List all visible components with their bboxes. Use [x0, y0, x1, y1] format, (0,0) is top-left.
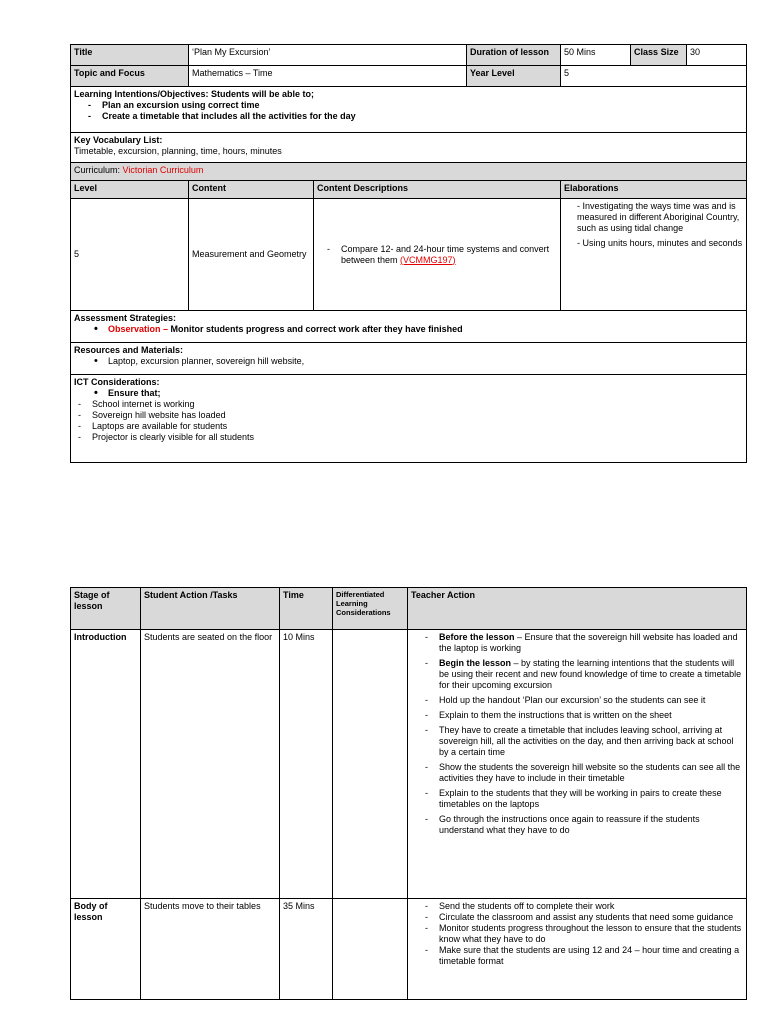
duration-value: 50 Mins	[561, 45, 631, 66]
col-level: Level	[71, 181, 189, 199]
before-lesson-text: – Ensure that the sovereign hill website has loaded and the laptop is working	[439, 632, 738, 653]
topic-label: Topic and Focus	[71, 66, 189, 87]
teacher-action-item: - Monitor students progress throughout the lesson to ensure that the students know what they have to do	[425, 923, 743, 945]
vocabulary-cell	[71, 133, 747, 163]
assessment-observation-label: Observation –	[108, 324, 169, 334]
intro-time: 10 Mins	[280, 630, 333, 899]
elaboration-item: - Using units hours, minutes and seconds	[577, 238, 743, 248]
learning-intention-item: - Plan an excursion using correct time	[88, 100, 743, 111]
assessment-heading: Assessment Strategies:	[74, 313, 177, 323]
class-size-label: Class Size	[631, 45, 687, 66]
ict-item: - Sovereign hill website has loaded	[78, 410, 743, 421]
teacher-action-item: - They have to create a timetable that includes leaving school, arriving at sovereign hill, all the activities on the day, and then arriving back at school by a certain time	[425, 725, 743, 758]
lesson-procedure-table	[70, 587, 747, 1000]
learning-intention-item: - Create a timetable that includes all the activities for the day	[88, 111, 743, 122]
content-description-text: Compare 12- and 24-hour time systems and convert between them	[341, 243, 550, 265]
ict-heading: ICT Considerations:	[74, 377, 160, 387]
curriculum-label: Curriculum:	[74, 165, 123, 175]
resources-item: • Laptop, excursion planner, sovereign hill website,	[94, 356, 743, 367]
intro-tasks: Students are seated on the floor	[141, 630, 280, 899]
col-differentiated: Differentiated Learning Considerations	[333, 588, 408, 630]
lesson-overview-table	[70, 44, 747, 463]
resources-heading: Resources and Materials:	[74, 345, 184, 355]
curriculum-value: Victorian Curriculum	[122, 165, 204, 175]
teacher-action-item: - Send the students off to complete their work	[425, 901, 743, 912]
intro-stage: Introduction	[71, 630, 141, 899]
teacher-action-item: - Go through the instructions once again to reassure if the students understand what they have to do	[425, 814, 743, 836]
duration-label: Duration of lesson	[467, 45, 561, 66]
ict-item: - Laptops are available for students	[78, 421, 743, 432]
ict-item: - Projector is clearly visible for all students	[78, 432, 743, 443]
elaboration-item: - Investigating the ways time was and is measured in different Aboriginal Country, such as using tidal change	[577, 201, 740, 233]
ict-item: - School internet is working	[78, 399, 743, 410]
ict-cell	[71, 375, 747, 463]
assessment-observation-text: Monitor students progress and correct work after they have finished	[168, 324, 463, 334]
ict-bullet: • Ensure that;	[94, 388, 743, 399]
col-teacher-action: Teacher Action	[408, 588, 747, 630]
teacher-action-item: - Show the students the sovereign hill website so the students can see all the activities they have to include in their timetable	[425, 762, 743, 784]
row-elaborations	[561, 199, 747, 311]
curriculum-code-link[interactable]: (VCMMG197)	[400, 254, 456, 265]
title-value: ‘Plan My Excursion’	[189, 45, 467, 66]
intro-differentiated	[333, 630, 408, 899]
teacher-action-item: - Circulate the classroom and assist any students that need some guidance	[425, 912, 743, 923]
begin-lesson-text: – by stating the learning intentions that the students will be using their recent and new found knowledge of time to create a timetable for their upcoming excursion	[439, 658, 742, 690]
intro-teacher-action	[408, 630, 747, 899]
row-content: Measurement and Geometry	[189, 199, 314, 311]
col-student-tasks: Student Action /Tasks	[141, 588, 280, 630]
curriculum-row	[71, 163, 747, 181]
year-level-value: 5	[561, 66, 747, 87]
begin-lesson-label: Begin the lesson	[439, 658, 512, 668]
before-lesson-label: Before the lesson	[439, 632, 515, 642]
body-stage: Body of lesson	[71, 899, 141, 1000]
row-content-description	[314, 199, 561, 311]
row-level: 5	[71, 199, 189, 311]
body-teacher-action	[408, 899, 747, 1000]
learning-intentions	[71, 87, 747, 133]
body-time: 35 Mins	[280, 899, 333, 1000]
teacher-action-item: - Explain to the students that they will be working in pairs to create these timetables on the laptops	[425, 788, 743, 810]
body-tasks: Students move to their tables	[141, 899, 280, 1000]
year-level-label: Year Level	[467, 66, 561, 87]
resources-cell	[71, 343, 747, 375]
teacher-action-item: - Make sure that the students are using 12 and 24 – hour time and creating a timetable format	[425, 945, 743, 967]
title-label: Title	[71, 45, 189, 66]
teacher-action-item: - Hold up the handout ‘Plan our excursion’ so the students can see it	[425, 695, 743, 706]
col-elaborations: Elaborations	[561, 181, 747, 199]
learning-intentions-heading: Learning Intentions/Objectives: Students will be able to;	[74, 89, 315, 99]
col-content: Content	[189, 181, 314, 199]
assessment-cell	[71, 311, 747, 343]
class-size-value: 30	[687, 45, 747, 66]
vocabulary-list: Timetable, excursion, planning, time, hours, minutes	[74, 146, 282, 156]
col-content-descriptions: Content Descriptions	[314, 181, 561, 199]
topic-value: Mathematics – Time	[189, 66, 467, 87]
teacher-action-item: - Explain to them the instructions that is written on the sheet	[425, 710, 743, 721]
body-differentiated	[333, 899, 408, 1000]
col-stage: Stage of lesson	[71, 588, 141, 630]
vocabulary-heading: Key Vocabulary List:	[74, 135, 163, 145]
col-time: Time	[280, 588, 333, 630]
